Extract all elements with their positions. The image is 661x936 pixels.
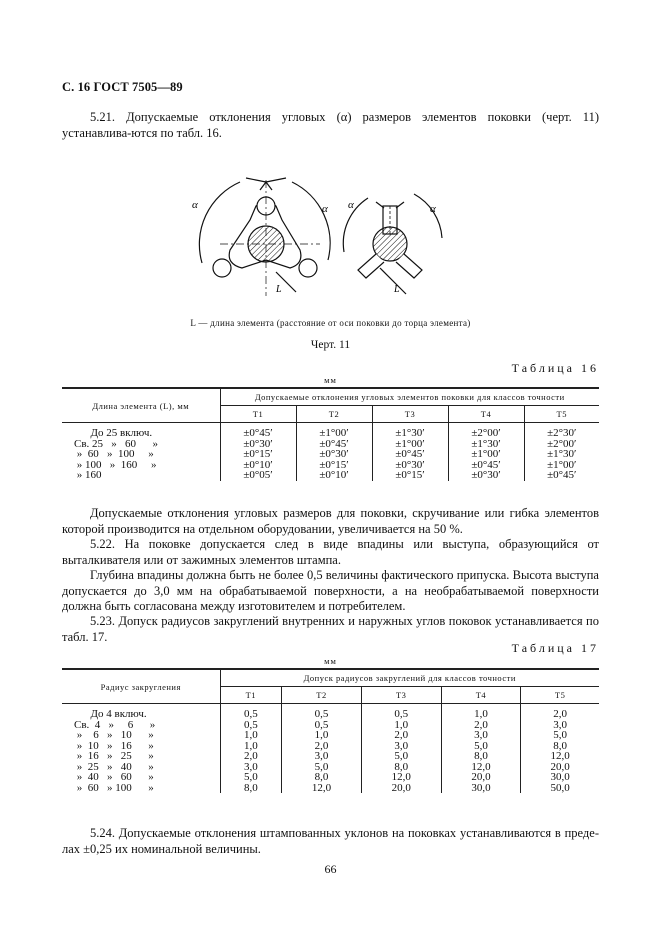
class-header: Т5 (524, 406, 599, 423)
table-cell: ±1°30′ (524, 449, 599, 460)
table-cell: 1,0 (220, 730, 282, 741)
table-cell: ±0°30′ (220, 439, 296, 450)
table-cell: 2,0 (361, 730, 441, 741)
table-17-unit: мм (324, 656, 337, 666)
table-cell: 5,0 (441, 741, 521, 752)
table-cell: ±0°45′ (448, 460, 524, 471)
table-cell: ±1°30′ (372, 423, 448, 439)
table-cell: 2,0 (220, 751, 282, 762)
alpha-label-second-left: α (348, 199, 354, 211)
table-17-col-radius: Радиус закругления (62, 669, 220, 704)
alpha-label-right: α (322, 203, 328, 215)
table-17-label: Таблица 17 (511, 641, 599, 655)
class-header: Т1 (220, 406, 296, 423)
table-cell: ±0°45′ (296, 439, 372, 450)
table-cell: 12,0 (361, 772, 441, 783)
paragraph-5-23: 5.23. Допуск радиусов закруглений внутренних и наружных углов поковок устанавливается по табл. 17. (62, 614, 599, 644)
table-cell: ±0°10′ (296, 470, 372, 481)
class-header: Т3 (372, 406, 448, 423)
table-cell: 3,0 (441, 730, 521, 741)
row-label: До 4 включ. (74, 708, 147, 720)
table-cell: 3,0 (521, 720, 599, 731)
table-cell: 1,0 (441, 704, 521, 720)
table-16-label: Таблица 16 (511, 361, 599, 375)
table-cell: 50,0 (521, 783, 599, 794)
table-cell: 20,0 (521, 762, 599, 773)
row-label: Св. 4 » 6 » (74, 718, 156, 731)
table-cell: 1,0 (282, 730, 362, 741)
table-cell: 2,0 (441, 720, 521, 731)
row-label: » 40 » 60 » (74, 771, 154, 783)
table-16-col-length: Длина элемента (L), мм (62, 388, 220, 423)
table-cell: 5,0 (220, 772, 282, 783)
table-cell: 8,0 (521, 741, 599, 752)
table-cell: 8,0 (361, 762, 441, 773)
paragraph-5-22: 5.22. На поковке допускается след в виде впадины или выступа, образующийся от выталкивателя или от зажимных элементов штампа. (62, 537, 599, 567)
figure-title: Черт. 11 (310, 339, 351, 351)
table-row (62, 751, 599, 762)
table-cell: ±0°05′ (220, 470, 296, 481)
row-label: » 10 » 16 » (74, 739, 154, 752)
length-label-left: L (276, 284, 282, 295)
table-cell: 30,0 (441, 783, 521, 794)
table-cell: ±0°15′ (296, 460, 372, 471)
row-label: » 160 (74, 469, 102, 481)
table-cell: ±1°00′ (524, 460, 599, 471)
table-17 (62, 668, 599, 793)
table-row (62, 730, 599, 741)
figure-caption: L — длина элемента (расстояние от оси поковки до торца элемента) (190, 318, 471, 328)
table-cell: 0,5 (220, 704, 282, 720)
table-cell: 8,0 (441, 751, 521, 762)
table-cell: ±2°00′ (524, 439, 599, 450)
drawing-11 (180, 168, 470, 308)
table-cell: ±1°00′ (448, 449, 524, 460)
paragraph-5-21: 5.21. Допускаемые отклонения угловых (α) размеров элементов поковки (черт. 11) устанавлива-ются по табл. 16. (62, 110, 599, 140)
row-label: Св. 25 » 60 » (74, 437, 159, 450)
table-cell: ±0°30′ (296, 449, 372, 460)
table-cell: 8,0 (282, 772, 362, 783)
left-forging-view (199, 178, 330, 296)
table-cell: ±0°45′ (524, 470, 599, 481)
table-16-group-header: Допускаемые отклонения угловых элементов поковки для классов точности (220, 388, 599, 406)
paragraph-depth: Глубина впадины должна быть не более 0,5 величины фактического припуска. Высота выступа допускается до 3,0 мм на обрабатываемой поверхности, а на необрабатываемой поверхности должна быть согласована между изготовителем и потребителем. (62, 568, 599, 614)
class-header: Т4 (441, 687, 521, 704)
class-header: Т2 (282, 687, 362, 704)
table-cell: 12,0 (282, 783, 362, 794)
class-header: Т2 (296, 406, 372, 423)
table-row (62, 783, 599, 794)
table-cell: 1,0 (220, 741, 282, 752)
table-cell: 20,0 (441, 772, 521, 783)
table-cell: ±1°30′ (448, 439, 524, 450)
table-cell: 3,0 (361, 741, 441, 752)
row-label: » 16 » 25 » (74, 750, 154, 762)
table-16 (62, 387, 599, 481)
table-cell: ±0°30′ (372, 460, 448, 471)
table-row (62, 449, 599, 460)
row-label: » 100 » 160 » (74, 458, 157, 471)
right-forging-view (343, 194, 442, 294)
table-row (62, 772, 599, 783)
table-cell: 0,5 (282, 704, 362, 720)
class-header: Т1 (220, 687, 282, 704)
table-cell: ±1°00′ (296, 423, 372, 439)
table-cell: ±2°00′ (448, 423, 524, 439)
page-header: С. 16 ГОСТ 7505—89 (62, 80, 183, 94)
table-cell: 2,0 (282, 741, 362, 752)
alpha-label-left: α (192, 199, 198, 211)
table-cell: ±1°00′ (372, 439, 448, 450)
class-header: Т4 (448, 406, 524, 423)
table-cell: 1,0 (361, 720, 441, 731)
table-cell: ±2°30′ (524, 423, 599, 439)
table-cell: 3,0 (220, 762, 282, 773)
table-cell: 12,0 (441, 762, 521, 773)
table-cell: 0,5 (220, 720, 282, 731)
class-header: Т5 (521, 687, 599, 704)
paragraph-twist: Допускаемые отклонения угловых размеров для поковки, скручивание или гибка элементов которой производится на отдельном оборудовании, увеличивается на 50 %. (62, 506, 599, 536)
table-row (62, 423, 599, 439)
row-label: » 60 » 100 » (74, 448, 154, 460)
table-cell: ±0°10′ (220, 460, 296, 471)
table-cell: 5,0 (521, 730, 599, 741)
table-cell: ±0°45′ (372, 449, 448, 460)
page-number: 66 (324, 862, 337, 876)
class-header: Т3 (361, 687, 441, 704)
table-cell: ±0°45′ (220, 423, 296, 439)
table-row (62, 470, 599, 481)
alpha-label-second-right: α (430, 203, 436, 215)
table-cell: 5,0 (282, 762, 362, 773)
table-cell: ±0°30′ (448, 470, 524, 481)
table-cell: 0,5 (282, 720, 362, 731)
table-cell: 3,0 (282, 751, 362, 762)
table-cell: 30,0 (521, 772, 599, 783)
table-cell: ±0°15′ (372, 470, 448, 481)
table-cell: ±0°15′ (220, 449, 296, 460)
table-cell: 5,0 (361, 751, 441, 762)
row-label: » 6 » 10 » (74, 729, 154, 741)
paragraph-5-24: 5.24. Допускаемые отклонения штампованных уклонов на поковках устанавливаются в преде-лах ±0,25 их номинальной величины. (62, 826, 599, 856)
table-cell: 2,0 (521, 704, 599, 720)
table-cell: 8,0 (220, 783, 282, 794)
length-label-right: L (394, 284, 400, 295)
row-label: До 25 включ. (74, 427, 153, 439)
table-17-group-header: Допуск радиусов закруглений для классов точности (220, 669, 599, 687)
table-16-unit: мм (324, 375, 337, 385)
row-label: » 25 » 40 » (74, 760, 154, 773)
table-cell: 12,0 (521, 751, 599, 762)
row-label: » 60 » 100 » (74, 781, 154, 794)
table-row (62, 704, 599, 720)
table-cell: 0,5 (361, 704, 441, 720)
table-cell: 20,0 (361, 783, 441, 794)
